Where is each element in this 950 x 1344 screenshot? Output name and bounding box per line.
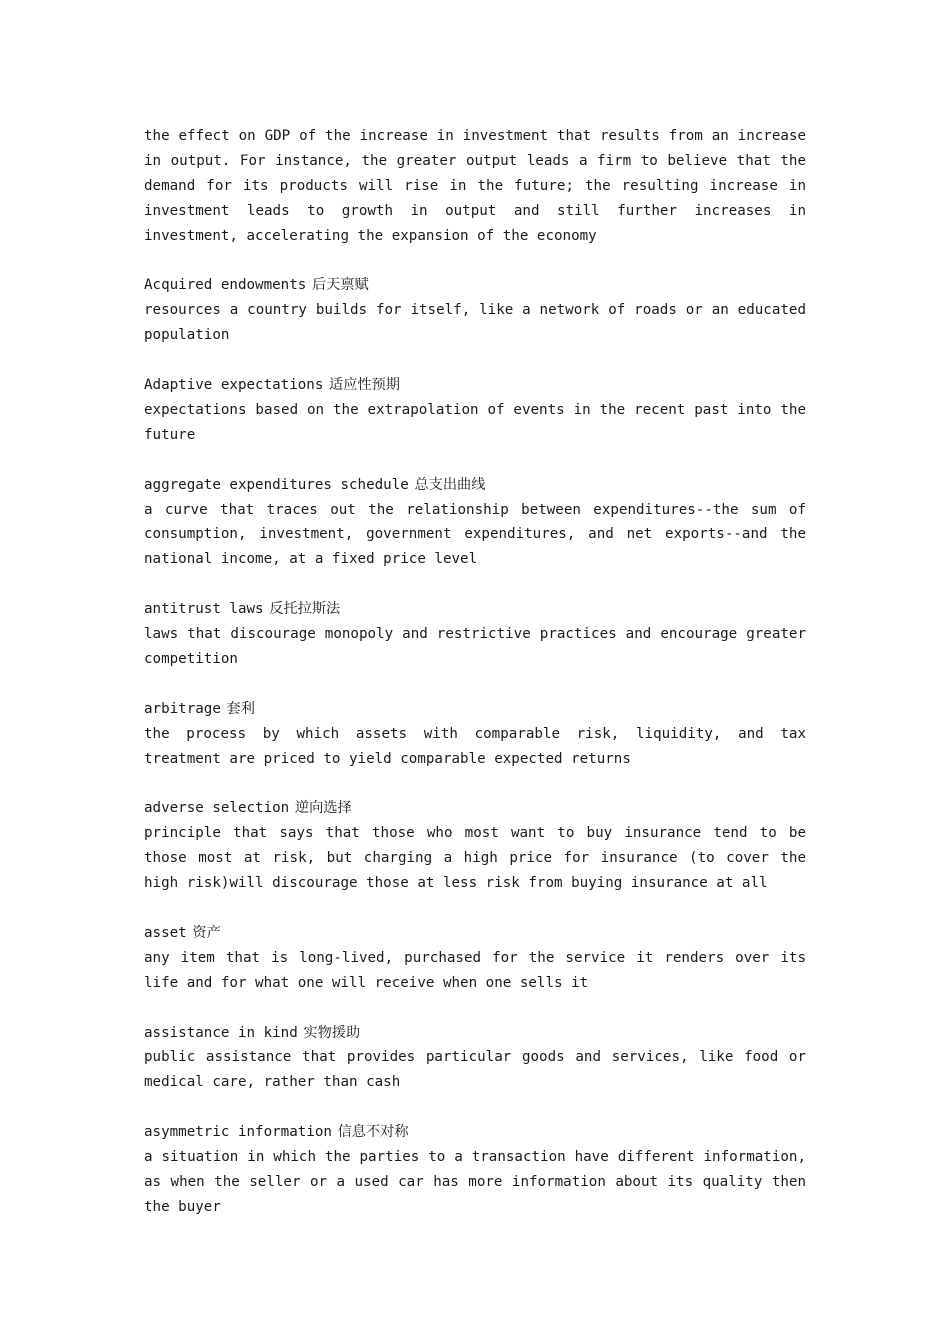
- term-en: antitrust laws: [144, 601, 264, 618]
- term-zh: 适应性预期: [329, 377, 400, 394]
- glossary-entry-antitrust-laws: [144, 597, 806, 672]
- entry-definition: public assistance that provides particular goods and services, like food or medical care, rather than cash: [144, 1049, 806, 1091]
- entry-definition: the process by which assets with comparable risk, liquidity, and tax treatment are priced to yield comparable expected returns: [144, 725, 806, 767]
- term-en: asset: [144, 924, 187, 941]
- term-en: adverse selection: [144, 800, 290, 817]
- entry-definition: resources a country builds for itself, like a network of roads or an educated population: [144, 302, 806, 344]
- entry-definition: laws that discourage monopoly and restrictive practices and encourage greater competition: [144, 626, 806, 667]
- glossary-entry-aggregate-expenditures-schedule: [144, 473, 806, 573]
- term-en: Acquired endowments: [144, 277, 307, 294]
- term-zh: 总支出曲线: [414, 476, 486, 493]
- term-zh: 后天禀赋: [311, 277, 369, 294]
- term-en: Adaptive expectations: [144, 377, 324, 394]
- entry-term: [144, 921, 806, 946]
- entry-definition: any item that is long-lived, purchased for the service it renders over its life and for what one will receive when one sells it: [144, 949, 806, 991]
- entry-term: [144, 597, 806, 622]
- entry-term: [144, 473, 806, 498]
- term-zh: 反托拉斯法: [269, 601, 341, 618]
- term-en: assistance in kind: [144, 1024, 298, 1041]
- entry-definition: expectations based on the extrapolation of events in the recent past into the future: [144, 401, 806, 443]
- term-en: arbitrage: [144, 700, 221, 717]
- glossary-entry-assistance-in-kind: [144, 1021, 806, 1096]
- entry-term: [144, 273, 806, 298]
- entry-definition: a curve that traces out the relationship between expenditures--the sum of consumption, investment, government expenditures, and net exports--and the national income, at a fixed price level: [144, 501, 806, 568]
- term-zh: 实物援助: [303, 1024, 361, 1041]
- entry-definition: principle that says that those who most want to buy insurance tend to be those most at risk, but charging a high price for insurance (to cover the high risk)will discourage those at less risk from buying insurance at all: [144, 825, 806, 892]
- term-en: aggregate expenditures schedule: [144, 476, 409, 493]
- term-zh: 信息不对称: [337, 1124, 409, 1141]
- entry-term: [144, 796, 806, 821]
- term-en: asymmetric information: [144, 1124, 332, 1141]
- glossary-entry-acquired-endowments: [144, 273, 806, 348]
- entry-term: [144, 1120, 806, 1145]
- intro-paragraph: the effect on GDP of the increase in investment that results from an increase in output. For instance, the greater output leads a firm to believe that the demand for its products will rise in the future; the resulting increase in investment leads to growth in output and still further increases in investment, accelerating the expansion of the economy: [144, 128, 806, 244]
- entry-term: [144, 1021, 806, 1046]
- term-zh: 资产: [192, 924, 221, 941]
- glossary-page: [144, 124, 806, 1245]
- glossary-entry-adverse-selection: [144, 796, 806, 896]
- glossary-entry-asymmetric-information: [144, 1120, 806, 1220]
- term-zh: 逆向选择: [294, 800, 352, 817]
- term-zh: 套利: [226, 700, 255, 717]
- glossary-entry-adaptive-expectations: [144, 373, 806, 448]
- entry-definition: a situation in which the parties to a transaction have different information, as when the seller or a used car has more information about its quality then the buyer: [144, 1149, 806, 1215]
- entry-term: [144, 373, 806, 398]
- glossary-entry-arbitrage: [144, 697, 806, 772]
- entry-term: [144, 697, 806, 722]
- glossary-entry-asset: [144, 921, 806, 996]
